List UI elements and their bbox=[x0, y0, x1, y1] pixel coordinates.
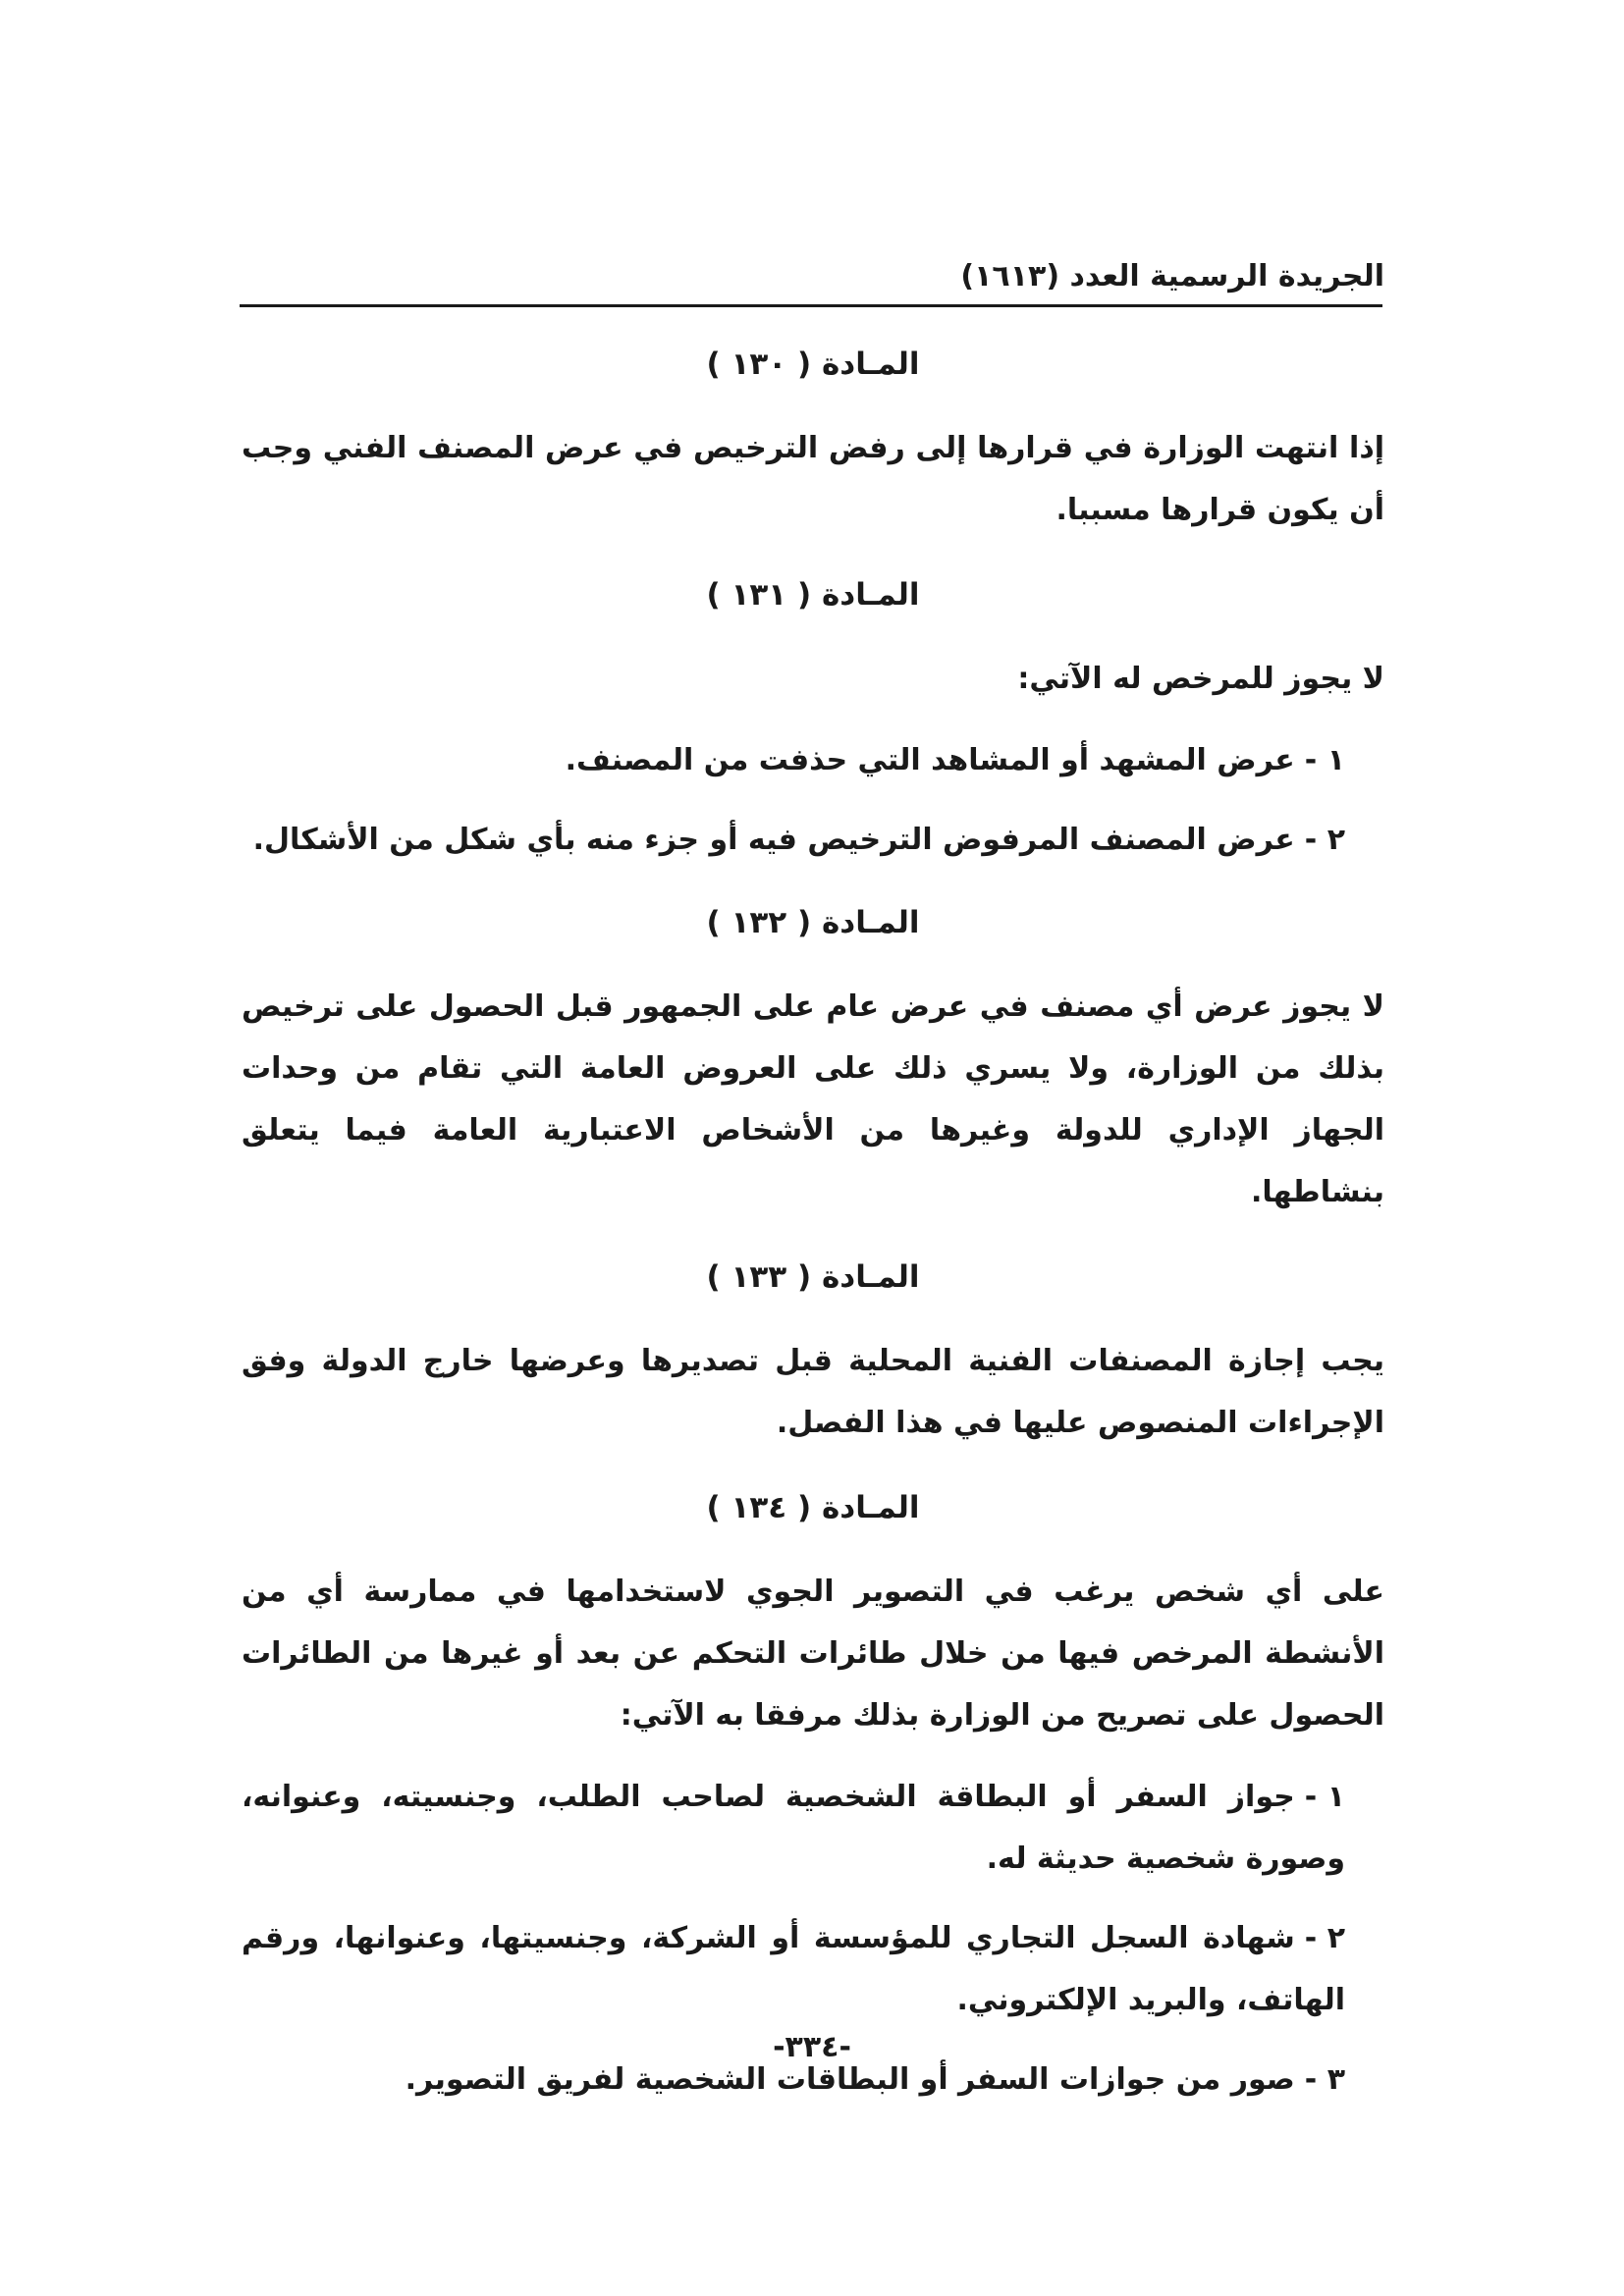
article-title: المـادة ( ١٣٢ ) bbox=[706, 905, 920, 940]
article-132 bbox=[242, 888, 1384, 1223]
page-number: -٣٣٤- bbox=[773, 2030, 851, 2064]
list-item-text: عرض المصنف المرفوض الترخيص فيه أو جزء منه بأي شكل من الأشكال. bbox=[252, 823, 1295, 857]
document-body bbox=[242, 330, 1384, 2128]
article-paragraph: إذا انتهت الوزارة في قرارها إلى رفض الترخيص في عرض المصنف الفني وجب أن يكون قرارها مسببا. bbox=[242, 431, 1384, 527]
article-title: المـادة ( ١٣٣ ) bbox=[706, 1259, 920, 1295]
article-134 bbox=[242, 1473, 1384, 2110]
list-item bbox=[242, 1766, 1384, 1890]
article-130 bbox=[242, 330, 1384, 541]
header-divider bbox=[240, 304, 1382, 307]
article-title: المـادة ( ١٣٤ ) bbox=[706, 1490, 920, 1525]
list-item bbox=[242, 809, 1384, 871]
list-item-number: ١ - bbox=[1304, 743, 1345, 777]
article-paragraph: على أي شخص يرغب في التصوير الجوي لاستخدامها في ممارسة أي من الأنشطة المرخص فيها من خلال طائرات التحكم عن بعد أو غيرها من الطائرات الحصول على تصريح من الوزارة بذلك مرفقا به الآتي: bbox=[242, 1575, 1384, 1733]
article-paragraph: لا يجوز للمرخص له الآتي: bbox=[1017, 662, 1384, 696]
article-133 bbox=[242, 1243, 1384, 1454]
list-item-number: ٣ - bbox=[1304, 2062, 1345, 2097]
list-item-number: ١ - bbox=[1304, 1780, 1345, 1814]
list-item-number: ٢ - bbox=[1304, 1921, 1345, 1955]
article-title: المـادة ( ١٣٠ ) bbox=[706, 347, 920, 382]
article-title: المـادة ( ١٣١ ) bbox=[706, 577, 920, 613]
list-item-text: عرض المشهد أو المشاهد التي حذفت من المصنف. bbox=[565, 743, 1295, 777]
list-item-text: شهادة السجل التجاري للمؤسسة أو الشركة، وجنسيتها، وعنوانها، ورقم الهاتف، والبريد الإلكتروني. bbox=[242, 1921, 1345, 2017]
list-item-number: ٢ - bbox=[1304, 823, 1345, 857]
list-item-text: جواز السفر أو البطاقة الشخصية لصاحب الطلب، وجنسيته، وعنوانه، وصورة شخصية حديثة له. bbox=[242, 1780, 1345, 1876]
article-paragraph: لا يجوز عرض أي مصنف في عرض عام على الجمهور قبل الحصول على ترخيص بذلك من الوزارة، ولا يسري ذلك على العروض العامة التي تقام من وحدات الجهاز الإداري للدولة وغيرها من الأشخاص الاعتبارية العامة فيما يتعلق بنشاطها. bbox=[242, 989, 1384, 1209]
list-item-text: صور من جوازات السفر أو البطاقات الشخصية لفريق التصوير. bbox=[405, 2062, 1295, 2097]
article-131 bbox=[242, 561, 1384, 871]
article-paragraph: يجب إجازة المصنفات الفنية المحلية قبل تصديرها وعرضها خارج الدولة وفق الإجراءات المنصوص عليها في هذا الفصل. bbox=[242, 1344, 1384, 1440]
gazette-header: الجريدة الرسمية العدد (١٦١٣) bbox=[960, 259, 1384, 294]
list-item bbox=[242, 1907, 1384, 2031]
list-item bbox=[242, 729, 1384, 791]
